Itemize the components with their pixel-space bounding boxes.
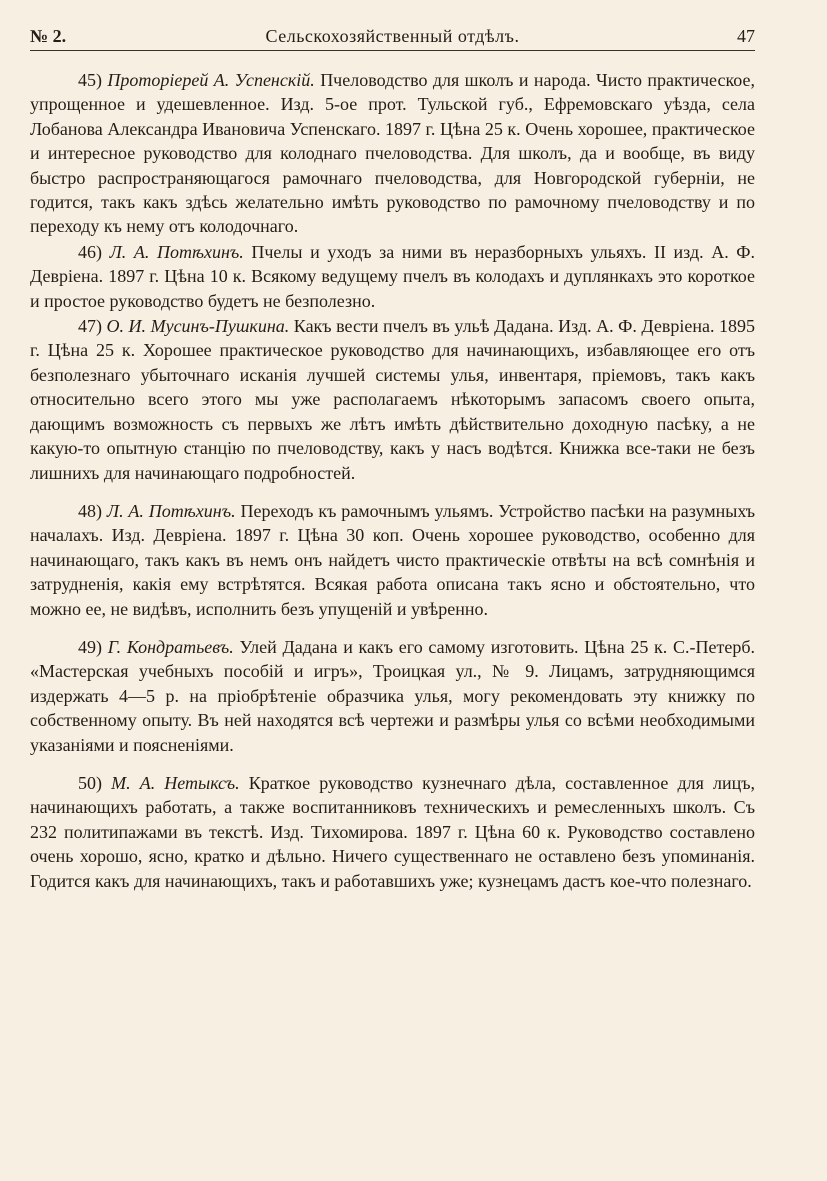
entry-number: 47) [78, 316, 102, 337]
review-entry-49 [30, 635, 755, 757]
entry-author: Л. А. Потѣхинъ. [106, 500, 236, 521]
review-entry-46 [30, 240, 755, 313]
entry-text: Переходъ къ рамочнымъ ульямъ. Устройство пасѣки на разумныхъ началахъ. Изд. Девріена. 1897 г. Цѣна 30 коп. Очень хорошее руководство, особенно для начинающаго, такъ какъ въ немъ онъ найдетъ чисто практическіе отвѣты на всѣ сомнѣнія и затрудненія, какія ему встрѣтятся. Всякая работа описана такъ ясно и обстоятельно, что можно ее, не видѣвъ, исполнить безъ упущеній и увѣренно. [30, 500, 756, 619]
entry-author: Проторіерей А. Успенскій. [107, 70, 315, 90]
entry-text: Пчеловодство для школъ и народа. Чисто практическое, упрощенное и удешевленное. Изд. 5-ое прот. Тульской губ., Ефремовскаго уѣзда, села Лобанова Александра Ивановича Успенскаго. 1897 г. Цѣна 25 к. Очень хорошее, практическое и интересное руководство для колоднаго пчеловодства. Для школъ, да и вообще, въ виду быстро распространяющагося рамочнаго пчеловодства, для Новгородской губерніи, не годится, такъ какъ здѣсь желательно имѣть руководство по рамочному пчеловодству и по переходу къ нему отъ колодочнаго. [30, 70, 756, 237]
entry-text: Пчелы и уходъ за ними въ неразборныхъ ульяхъ. II изд. А. Ф. Девріена. 1897 г. Цѣна 10 к. Всякому ведущему пчелъ въ колодахъ и дуплянкахъ это короткое и простое руководство будетъ не безполезно. [30, 241, 756, 311]
issue-number: № 2. [30, 26, 67, 46]
review-entry-48 [30, 499, 755, 621]
entry-author: М. А. Нетыксъ. [111, 772, 240, 793]
entry-number: 48) [78, 500, 102, 521]
entry-number: 45) [78, 70, 102, 90]
entry-number: 46) [78, 241, 102, 262]
entry-author: О. И. Мусинъ-Пушкина. [106, 316, 290, 337]
review-entry-45 [30, 68, 755, 239]
review-entry-50 [30, 771, 755, 893]
running-header [30, 22, 755, 51]
entry-number: 49) [78, 636, 102, 657]
review-entry-47 [30, 314, 755, 485]
entry-text: Какъ вести пчелъ въ ульѣ Дадана. Изд. А. Ф. Девріена. 1895 г. Цѣна 25 к. Хорошее практическое руководство для начинающихъ, избавляющее его отъ безполезнаго убыточнаго исканія лучшей системы улья, инвентаря, пріемовъ, такъ какъ относительно всего этого мы уже располагаемъ нѣкоторымъ запасомъ своего опыта, дающимъ возможность съ первыхъ же лѣтъ имѣть дѣйствительно доходную пасѣку, а не какую-то опытную станцію по пчеловодству, какъ у насъ водѣтся. Книжка все-таки не безъ лишнихъ для начинающаго подробностей. [30, 316, 756, 483]
entry-author: Л. А. Потѣхинъ. [109, 241, 244, 262]
review-list [30, 68, 755, 893]
entry-number: 50) [78, 772, 102, 793]
section-title: Сельскохозяйственный отдѣлъ. [265, 26, 520, 46]
entry-text: Краткое руководство кузнечнаго дѣла, составленное для лицъ, начинающихъ работать, а также воспитанниковъ техническихъ и ремесленныхъ школъ. Съ 232 политипажами въ текстѣ. Изд. Тихомирова. 1897 г. Цѣна 60 к. Руководство составлено очень хорошо, ясно, кратко и дѣльно. Ничего существеннаго не оставлено безъ упоминанія. Годится какъ для начинающихъ, такъ и работавшихъ уже; кузнецамъ дастъ кое-что полезнаго. [30, 772, 756, 891]
entry-author: Г. Кондратьевъ. [107, 636, 234, 657]
entry-text: Улей Дадана и какъ его самому изготовить. Цѣна 25 к. С.-Петерб. «Мастерская учебныхъ пособій и игръ», Троицкая ул., № 9. Лицамъ, затрудняющимся издержать 4—5 р. на пріобрѣтеніе образчика улья, могу рекомендовать эту книжку по собственному опыту. Въ ней находятся всѣ чертежи и размѣры улья со всѣми необходимыми указаніями и поясненіями. [30, 636, 756, 755]
page-number: 47 [737, 26, 755, 46]
